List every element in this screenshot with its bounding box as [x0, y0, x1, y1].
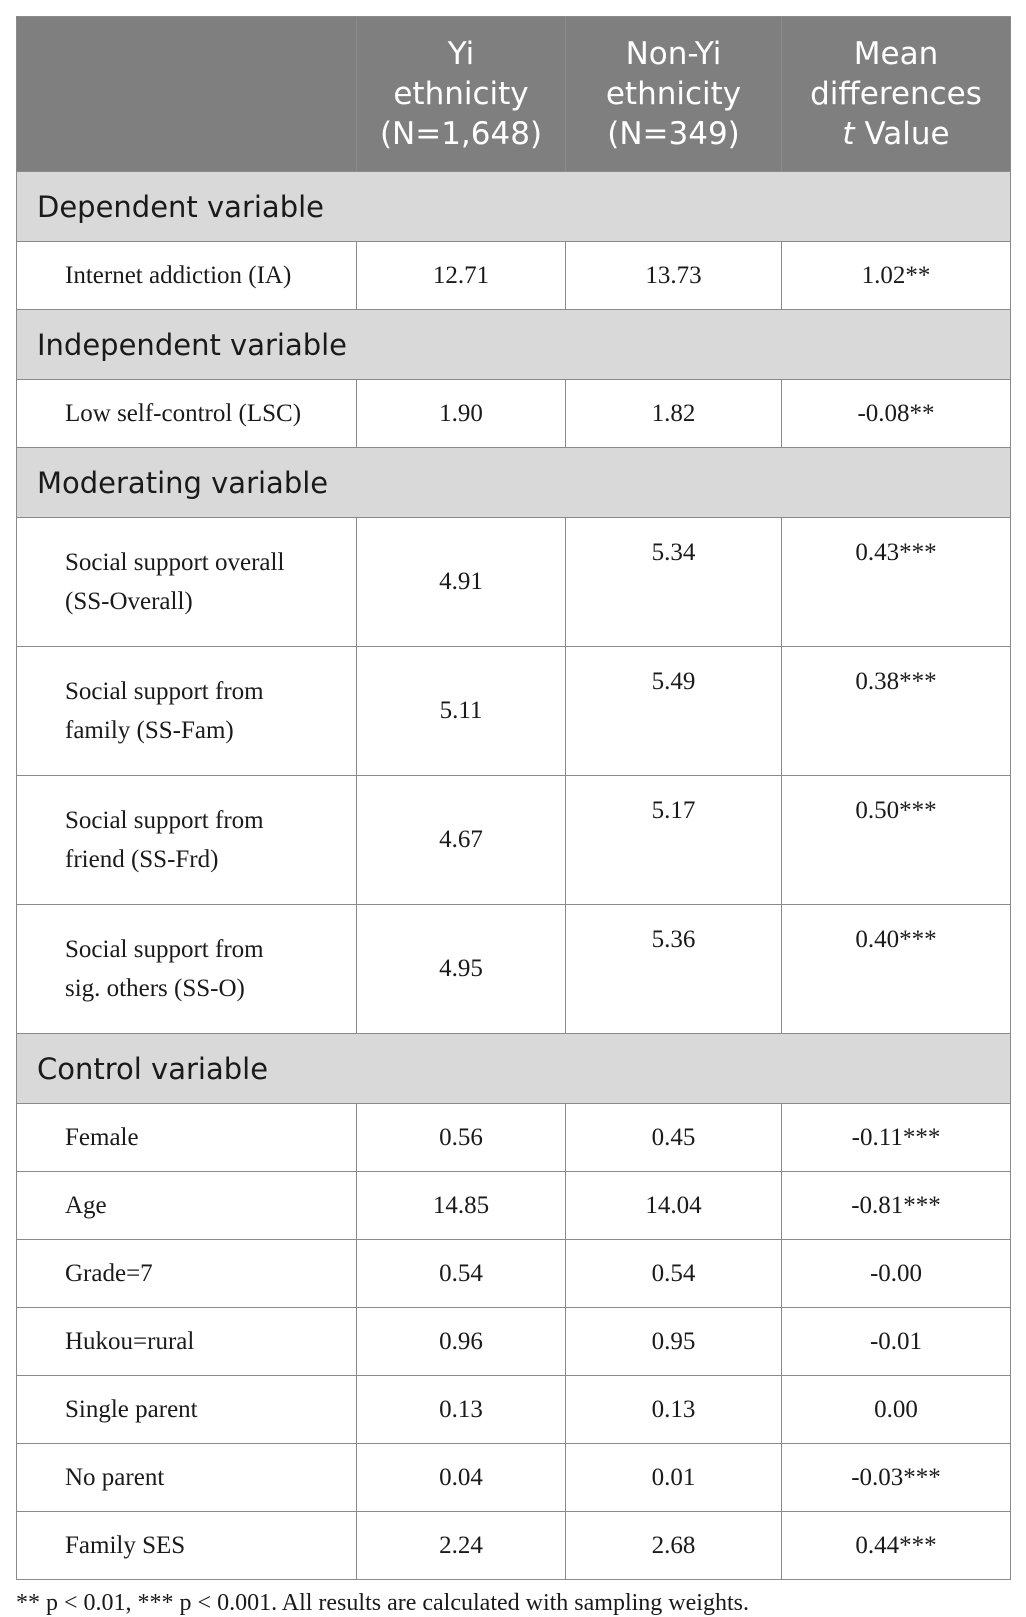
header-non-yi-ethnicity	[566, 17, 782, 172]
row-label-line: Female	[65, 1123, 139, 1151]
row-label-line: Internet addiction (IA)	[65, 261, 292, 289]
non-yi-value-cell: 2.68	[566, 1512, 782, 1580]
section-title: Control variable	[17, 1034, 1011, 1104]
non-yi-value-cell: 0.45	[566, 1104, 782, 1172]
table-container	[16, 16, 1010, 1617]
yi-value-cell: 1.90	[357, 380, 566, 448]
non-yi-value-cell: 0.01	[566, 1444, 782, 1512]
row-label-line: Single parent	[65, 1395, 198, 1423]
yi-value-cell: 2.24	[357, 1512, 566, 1580]
header-variable	[17, 17, 357, 172]
row-label	[17, 647, 357, 776]
header-diff-line2: differences	[810, 76, 982, 112]
row-label	[17, 905, 357, 1034]
mean-difference-cell: 1.02**	[782, 242, 1011, 310]
mean-difference-cell: 0.44***	[782, 1512, 1011, 1580]
non-yi-value-cell: 14.04	[566, 1172, 782, 1240]
header-nonyi-line1: Non-Yi	[625, 36, 722, 72]
row-label	[17, 1444, 357, 1512]
table-row	[17, 1104, 1011, 1172]
header-t-symbol: t	[842, 116, 855, 152]
mean-difference-cell: -0.11***	[782, 1104, 1011, 1172]
table-row	[17, 518, 1011, 647]
mean-difference-cell: 0.40***	[782, 905, 1011, 1034]
table-footnote: ** p < 0.01, *** p < 0.001. All results are calculated with sampling weights.	[16, 1590, 749, 1616]
section-header-row	[17, 1034, 1011, 1104]
non-yi-value-cell: 1.82	[566, 380, 782, 448]
row-label-line: Low self-control (LSC)	[65, 399, 302, 427]
row-label	[17, 1104, 357, 1172]
table-header	[17, 17, 1011, 172]
mean-difference-cell: -0.01	[782, 1308, 1011, 1376]
row-label	[17, 380, 357, 448]
mean-difference-cell: -0.00	[782, 1240, 1011, 1308]
table-body	[17, 172, 1011, 1580]
non-yi-value-cell: 5.49	[566, 647, 782, 776]
row-label-line: Social support from	[65, 678, 264, 705]
header-nonyi-line3: (N=349)	[607, 116, 740, 152]
row-label-line: Family SES	[65, 1531, 186, 1559]
non-yi-value-cell: 0.95	[566, 1308, 782, 1376]
section-title: Dependent variable	[17, 172, 1011, 242]
yi-value-cell: 4.91	[357, 518, 566, 647]
table-row	[17, 380, 1011, 448]
section-header-row	[17, 310, 1011, 380]
non-yi-value-cell: 0.13	[566, 1376, 782, 1444]
header-yi-line2: ethnicity	[393, 76, 529, 112]
yi-value-cell: 0.13	[357, 1376, 566, 1444]
mean-difference-cell: -0.03***	[782, 1444, 1011, 1512]
header-mean-differences	[782, 17, 1011, 172]
row-label-line: No parent	[65, 1463, 165, 1491]
yi-value-cell: 4.95	[357, 905, 566, 1034]
header-diff-line1: Mean	[853, 36, 939, 72]
non-yi-value-cell: 5.34	[566, 518, 782, 647]
header-diff-line3	[782, 114, 1010, 154]
row-label-line: sig. others (SS-O)	[65, 975, 245, 1002]
header-yi-line3: (N=1,648)	[379, 116, 543, 152]
non-yi-value-cell: 13.73	[566, 242, 782, 310]
table-row	[17, 1512, 1011, 1580]
row-label	[17, 1172, 357, 1240]
section-header-row	[17, 448, 1011, 518]
row-label	[17, 242, 357, 310]
table-row	[17, 905, 1011, 1034]
row-label-line: Social support overall	[65, 549, 285, 576]
section-title: Independent variable	[17, 310, 1011, 380]
header-nonyi-line2: ethnicity	[605, 76, 742, 112]
row-label	[17, 1512, 357, 1580]
header-yi-ethnicity	[357, 17, 566, 172]
row-label	[17, 1240, 357, 1308]
mean-difference-cell: -0.08**	[782, 380, 1011, 448]
yi-value-cell: 0.04	[357, 1444, 566, 1512]
row-label-line: Hukou=rural	[65, 1327, 195, 1355]
section-title: Moderating variable	[17, 448, 1011, 518]
section-header-row	[17, 172, 1011, 242]
row-label-line: Social support from	[65, 807, 264, 834]
yi-value-cell: 0.54	[357, 1240, 566, 1308]
descriptive-stats-table	[16, 16, 1011, 1580]
row-label-line: Age	[65, 1191, 107, 1219]
header-yi-line1: Yi	[447, 36, 475, 72]
yi-value-cell: 0.96	[357, 1308, 566, 1376]
row-label	[17, 1308, 357, 1376]
table-row	[17, 1240, 1011, 1308]
yi-value-cell: 12.71	[357, 242, 566, 310]
table-row	[17, 1444, 1011, 1512]
mean-difference-cell: 0.50***	[782, 776, 1011, 905]
row-label-line: Social support from	[65, 936, 264, 963]
row-label-line: family (SS-Fam)	[65, 717, 234, 744]
table-row	[17, 1172, 1011, 1240]
row-label-line: (SS-Overall)	[65, 588, 193, 615]
row-label-line: Grade=7	[65, 1259, 153, 1287]
table-row	[17, 647, 1011, 776]
row-label	[17, 1376, 357, 1444]
table-row	[17, 1308, 1011, 1376]
mean-difference-cell: 0.38***	[782, 647, 1011, 776]
table-row	[17, 1376, 1011, 1444]
table-row	[17, 776, 1011, 905]
row-label	[17, 776, 357, 905]
row-label-line: friend (SS-Frd)	[65, 846, 219, 873]
yi-value-cell: 5.11	[357, 647, 566, 776]
mean-difference-cell: 0.00	[782, 1376, 1011, 1444]
row-label	[17, 518, 357, 647]
header-t-value: Value	[864, 116, 950, 152]
non-yi-value-cell: 5.36	[566, 905, 782, 1034]
mean-difference-cell: 0.43***	[782, 518, 1011, 647]
yi-value-cell: 14.85	[357, 1172, 566, 1240]
table-row	[17, 242, 1011, 310]
yi-value-cell: 0.56	[357, 1104, 566, 1172]
non-yi-value-cell: 0.54	[566, 1240, 782, 1308]
mean-difference-cell: -0.81***	[782, 1172, 1011, 1240]
non-yi-value-cell: 5.17	[566, 776, 782, 905]
yi-value-cell: 4.67	[357, 776, 566, 905]
